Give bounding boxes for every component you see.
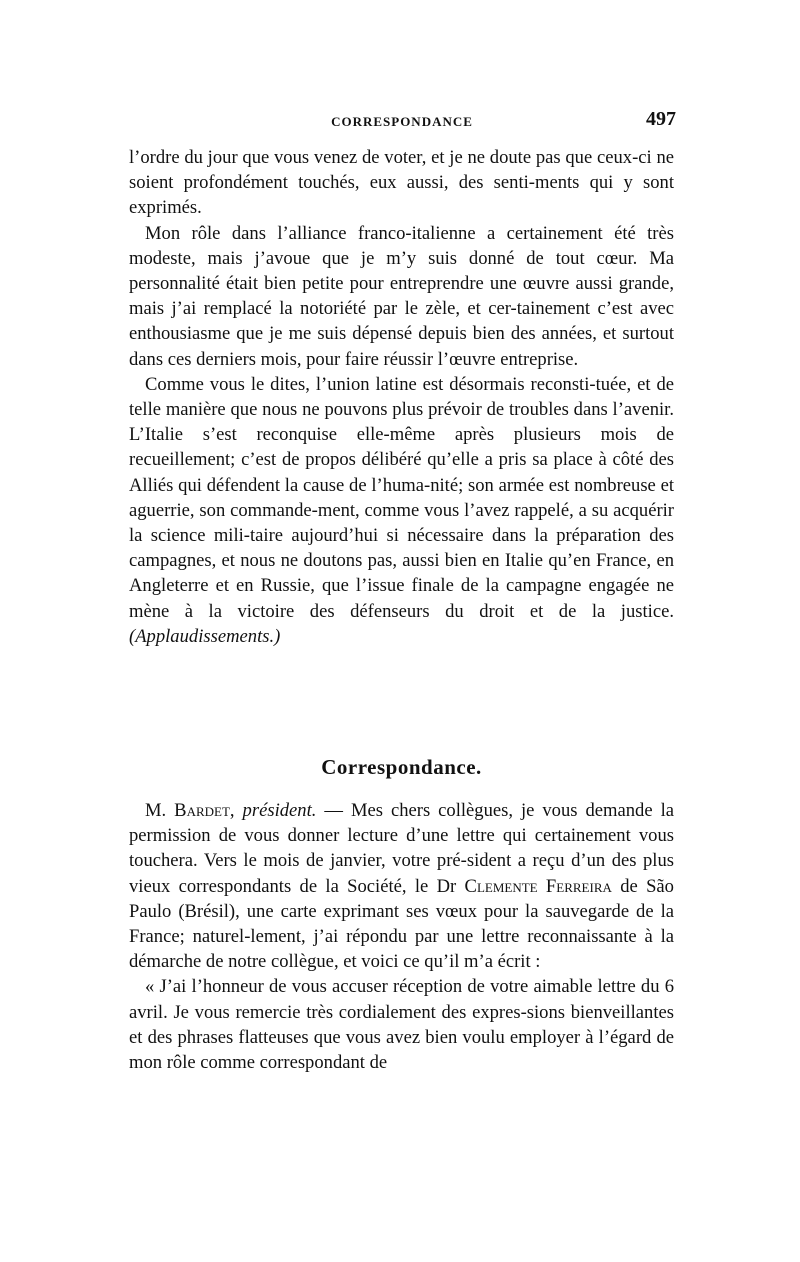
speaker-prefix: M. [145,800,167,821]
speaker-role: président. [242,800,317,821]
running-head [128,106,676,136]
paragraph-3-text: Comme vous le dites, l’union latine est désormais reconsti-tuée, et de telle manière que nous ne pouvons plus prévoir de troubles dans l’avenir. L’Italie s’est reconquise elle-même après plusieurs mois de recueillement; c’est de propos délibéré qu’elle a pris sa place à côté des Alliés qui défendent la cause de l’huma-nité; son armée est nombreuse et aguerrie, son commande-ment, comme vous l’avez rappelé, a su acquérir la science mili-taire aujourd’hui si nécessaire dans la préparation des campagnes, et nous ne doutons pas, aussi bien en Italie qu’en France, en Angleterre et en Russie, que l’issue finale de la campagne engagée ne mène à la victoire des défenseurs du droit et de la justice. [129,373,674,622]
applause-note: (Applaudissements.) [129,625,281,647]
section-heading: Correspondance. [321,755,482,779]
doctor-title: Dr [436,875,457,897]
paragraph-2: Mon rôle dans l’alliance franco-italienne a certainement été très modeste, mais j’avoue que je m’y suis donné de tout cœur. Ma personnalité était bien petite pour entreprendre une œuvre aussi grande, mais j’ai remplacé la notoriété par le zèle, et cer-tainement c’est avec enthousiasme que je me suis dépensé depuis bien des années, et surtout dans ces derniers mois, pour faire réussir l’œuvre entreprise. [129,222,674,370]
speaker-name: Bardet, [174,800,235,821]
paragraph-1: l’ordre du jour que vous venez de voter, et je ne doute pas que ceux-ci ne soient profondément touchés, eux aussi, des senti-ments qui y sont exprimés. [129,147,674,219]
speech-text: — Mes chers collègues, je vous demande la permission de vous donner lecture d’une lettre qui certainement vous touchera. Vers le mois de janvier, votre pré-sident a reçu d’un des plus vieux correspondants de la Société, le [129,800,674,897]
body-text-top [129,145,674,649]
paragraph-3 [129,372,674,649]
body-text-bottom [129,798,674,1075]
speech-text-end: de São Paulo (Brésil), une carte exprimant ses vœux pour la sauvegarde de la France; naturel-lement, j’ai répondu par une lettre reconnaissante à la démarche de notre collègue, et voici ce qu’il m’a écrit : [129,875,674,973]
page-number: 497 [646,108,676,130]
speech-paragraph [129,798,674,974]
correspondent-name: Clemente Ferreira [464,875,612,897]
running-title: CORRESPONDANCE [331,114,473,129]
letter-paragraph: « J’ai l’honneur de vous accuser réception de votre aimable lettre du 6 avril. Je vous remercie très cordialement des expres-sions bienveillantes et des phrases flatteuses que vous avez bien voulu employer à l’égard de mon rôle comme correspondant de [129,976,674,1074]
